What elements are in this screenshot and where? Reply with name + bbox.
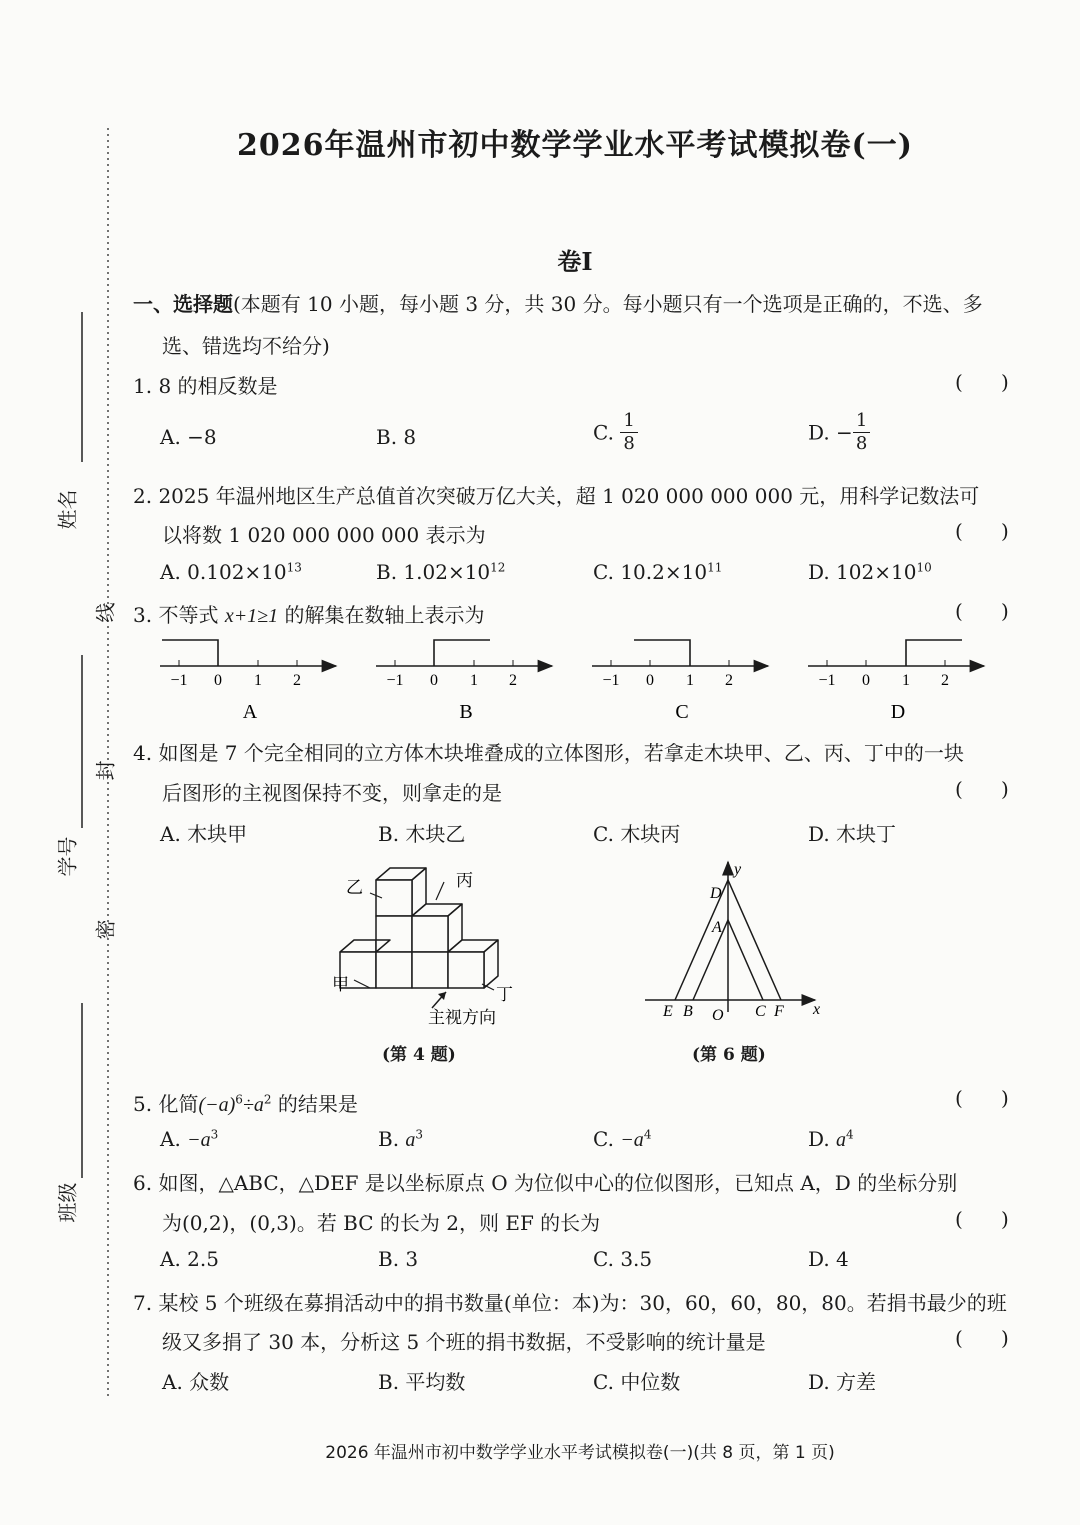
q2-option-a[interactable]: A. $0.102\times 10^{13}$ (160, 560, 302, 584)
q4-option-a[interactable]: A. 木块甲 (160, 822, 248, 846)
q1-stem (133, 370, 278, 399)
margin-name-label: 姓名 (55, 489, 80, 530)
tick-label: 1 (686, 672, 694, 689)
q4-stem-line1 (133, 737, 964, 766)
q2-text-line1: 2025 年温州地区生产总值首次突破万亿大关，超 1 020 000 000 000 元，用科学记数法可 (158, 484, 980, 508)
fig-label-yi: 乙 (346, 878, 363, 897)
fig-label-direction: 主视方向 (428, 1008, 496, 1027)
tick-label: −1 (602, 672, 620, 689)
q6-figure-caption: (第 6 题) (692, 1045, 766, 1065)
q1-option-d[interactable]: D. − $\frac{1}{8}$ (808, 410, 870, 455)
q3-stem: 3. 不等式 x+1≥1 的解集在数轴上表示为 (133, 603, 485, 627)
q2-text-line2: 以将数 1 020 000 000 000 表示为 (162, 523, 486, 547)
q4-cube-figure (320, 860, 540, 1032)
fig-label-y: y (734, 861, 742, 878)
q5-option-a[interactable]: A. $-a^3$ (160, 1127, 219, 1151)
tick-label: 2 (941, 672, 949, 689)
fig-label-jia: 甲 (332, 975, 349, 994)
q6-number: 6. (133, 1171, 153, 1195)
q6-option-a[interactable]: A. 2.5 (160, 1247, 219, 1271)
q3-numberline-d[interactable] (808, 640, 984, 723)
tick-label: −1 (818, 672, 836, 689)
q6-text-line2: 为(0,2)，(0,3)。若 BC 的长为 2，则 EF 的长为 (162, 1211, 601, 1235)
q7-option-b[interactable]: B. 平均数 (378, 1370, 466, 1394)
q6-answer-blank[interactable]: ( ) (955, 1207, 1009, 1231)
q1-option-a[interactable]: A. −8 (160, 425, 217, 449)
q7-answer-blank[interactable]: ( ) (955, 1326, 1009, 1350)
margin-student-id-label: 学号 (55, 836, 80, 877)
q7-text-line2: 级又多捐了 30 本，分析这 5 个班的捐书数据，不受影响的统计量是 (162, 1330, 766, 1354)
q5-number: 5. (133, 1092, 153, 1116)
q4-figure-caption: (第 4 题) (382, 1045, 456, 1065)
q2-stem-line1 (133, 480, 979, 509)
tick-label: 0 (646, 672, 654, 689)
q6-option-b[interactable]: B. 3 (378, 1247, 419, 1271)
tick-label: −1 (170, 672, 188, 689)
q6-coordinate-figure (630, 852, 850, 1032)
section-desc-line2: 选、错选均不给分) (162, 334, 330, 358)
fig-label-b: B (683, 1003, 693, 1020)
margin-class-label: 班级 (55, 1182, 80, 1223)
tick-label: 0 (214, 672, 222, 689)
q4-option-c[interactable]: C. 木块丙 (593, 822, 681, 846)
q3-option-a-label: A (242, 701, 258, 723)
fig-label-f: F (774, 1003, 784, 1020)
q4-option-d[interactable]: D. 木块丁 (808, 822, 897, 846)
q1-number: 1. (133, 374, 153, 398)
fig-label-c: C (755, 1003, 766, 1020)
q3-numberline-a[interactable] (160, 640, 336, 723)
q4-answer-blank[interactable]: ( ) (955, 777, 1009, 801)
tick-label: 1 (902, 672, 910, 689)
q5-option-c[interactable]: C. $-a^4$ (593, 1127, 652, 1151)
q6-option-d[interactable]: D. 4 (808, 1247, 849, 1271)
q2-option-c[interactable]: C. $10.2\times 10^{11}$ (593, 560, 723, 584)
tick-label: 0 (430, 672, 438, 689)
q7-option-a[interactable]: A. 众数 (162, 1370, 230, 1394)
fig-label-ding: 丁 (496, 985, 513, 1004)
q3-option-b-label: B (459, 701, 473, 723)
fig-label-a: A (712, 919, 722, 936)
q7-option-c[interactable]: C. 中位数 (593, 1370, 681, 1394)
q7-stem-line1 (133, 1287, 1007, 1316)
tick-label: 2 (509, 672, 517, 689)
q7-option-d[interactable]: D. 方差 (808, 1370, 877, 1394)
q1-text: 8 的相反数是 (158, 374, 278, 398)
q5-answer-blank[interactable]: ( ) (955, 1086, 1009, 1110)
q2-number: 2. (133, 484, 153, 508)
q1-option-b[interactable]: B. 8 (376, 425, 417, 449)
q4-text-line2: 后图形的主视图保持不变，则拿走的是 (162, 781, 502, 805)
fig-label-e: E (663, 1003, 673, 1020)
q6-stem-line1 (133, 1167, 957, 1196)
tick-label: 2 (293, 672, 301, 689)
q4-text-line1: 如图是 7 个完全相同的立方体木块堆叠成的立体图形，若拿走木块甲、乙、丙、丁中的一块 (158, 741, 964, 765)
tick-label: 0 (862, 672, 870, 689)
volume-label: 卷Ⅰ (557, 247, 593, 276)
q1-c-fraction: $\frac{1}{8}$ (620, 410, 637, 455)
q4-number: 4. (133, 741, 153, 765)
q6-text-line1: 如图，△ABC，△DEF 是以坐标原点 O 为位似中心的位似图形，已知点 A，D 的坐标分别 (158, 1171, 958, 1195)
fig-label-d: D (710, 885, 722, 902)
tick-label: 1 (254, 672, 262, 689)
margin-line-char: 线 (93, 602, 118, 623)
tick-label: 1 (470, 672, 478, 689)
q3-numberline-c[interactable] (592, 640, 768, 723)
q3-option-d-label: D (890, 701, 906, 723)
q2-option-d[interactable]: D. $102\times 10^{10}$ (808, 560, 932, 584)
q1-option-c[interactable]: C. $\frac{1}{8}$ (593, 410, 638, 455)
tick-label: −1 (386, 672, 404, 689)
q1-answer-blank[interactable]: ( ) (955, 370, 1009, 394)
section-heading-line1 (133, 288, 983, 317)
fig-label-x: x (813, 1001, 821, 1018)
q3-expression: x+1≥1 (224, 605, 279, 627)
page-footer: 2026 年温州市初中数学学业水平考试模拟卷(一)(共 8 页，第 1 页) (325, 1443, 835, 1463)
q5-option-b[interactable]: B. $a^3$ (378, 1127, 424, 1151)
q2-answer-blank[interactable]: ( ) (955, 519, 1009, 543)
section-heading: 一、选择题 (133, 292, 233, 316)
margin-secret-char: 密 (93, 919, 118, 940)
q4-option-b[interactable]: B. 木块乙 (378, 822, 466, 846)
exam-title: 2026年温州市初中数学学业水平考试模拟卷(一) (237, 128, 913, 163)
q3-option-c-label: C (675, 701, 689, 723)
q1-d-fraction: $\frac{1}{8}$ (853, 410, 870, 455)
fig-label-bing: 丙 (456, 871, 473, 890)
q6-option-c[interactable]: C. 3.5 (593, 1247, 653, 1271)
q3-answer-blank[interactable]: ( ) (955, 599, 1009, 623)
section-desc-line1: (本题有 10 小题，每小题 3 分，共 30 分。每小题只有一个选项是正确的，不选、多 (233, 292, 983, 316)
q3-number: 3. (133, 603, 153, 627)
q7-number: 7. (133, 1291, 153, 1315)
fig-label-o: O (712, 1007, 724, 1024)
q5-stem: 5. 化简$(-a)^6\div a^2$ 的结果是 (133, 1092, 358, 1116)
q7-text-line1: 某校 5 个班级在募捐活动中的捐书数量(单位：本)为：30，60，60，80，80。若捐书最少的班 (158, 1291, 1007, 1315)
margin-seal-char: 封 (93, 760, 118, 781)
q3-number-lines (150, 630, 1020, 730)
tick-label: 2 (725, 672, 733, 689)
q5-option-d[interactable]: D. $a^4$ (808, 1127, 854, 1151)
q3-numberline-b[interactable] (376, 640, 552, 723)
q2-option-b[interactable]: B. $1.02\times 10^{12}$ (376, 560, 506, 584)
